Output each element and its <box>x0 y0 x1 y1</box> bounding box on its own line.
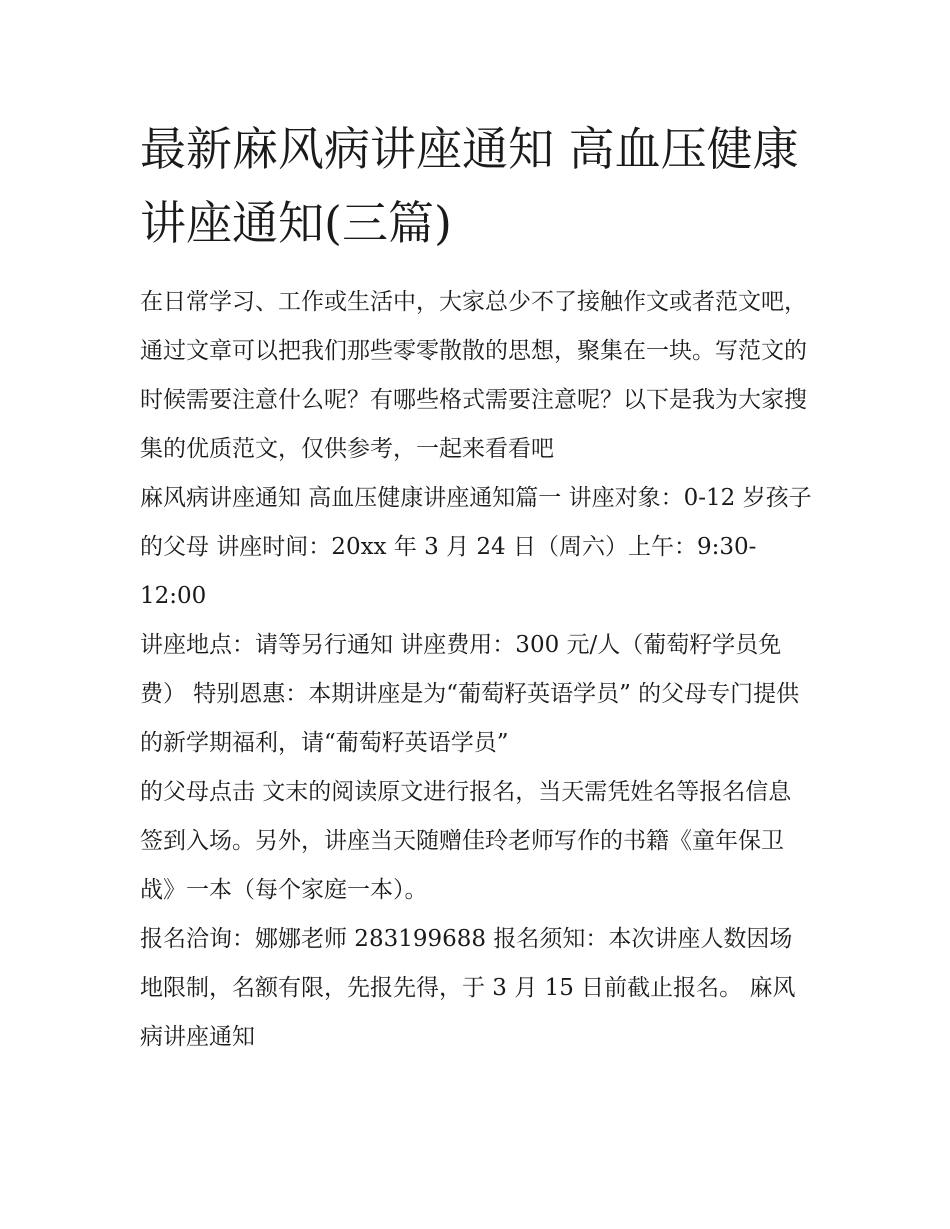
lecture-location-fee-paragraph: 讲座地点：请等另行通知 讲座费用：300 元/人（葡萄籽学员免费） 特别恩惠：本期讲座是为“葡萄籽英语学员” 的父母专门提供的新学期福利，请“葡萄籽英语学员” <box>140 632 800 756</box>
registration-contact-paragraph: 报名洽询：娜娜老师 283199688 报名须知：本次讲座人数因场地限制，名额有限，先报先得，于 3 月 15 日前截止报名。 麻风病讲座通知 <box>140 926 796 1050</box>
registration-method-paragraph: 的父母点击 文末的阅读原文进行报名，当天需凭姓名等报名信息签到入场。另外，讲座当天随赠佳玲老师写作的书籍《童年保卫战》一本（每个家庭一本）。 <box>140 779 792 903</box>
intro-paragraph: 在日常学习、工作或生活中，大家总少不了接触作文或者范文吧，通过文章可以把我们那些零零散散的思想，聚集在一块。写范文的时候需要注意什么呢？有哪些格式需要注意呢？以下是我为大家搜集的优质范文，仅供参考，一起来看看吧 <box>140 289 807 462</box>
document-title: 最新麻风病讲座通知 高血压健康讲座通知(三篇) <box>140 122 799 250</box>
lecture-audience-time-paragraph: 麻风病讲座通知 高血压健康讲座通知篇一 讲座对象：0-12 岁孩子的父母 讲座时间：20xx 年 3 月 24 日（周六）上午：9:30-12:00 <box>140 485 812 609</box>
document-body <box>140 278 812 1062</box>
